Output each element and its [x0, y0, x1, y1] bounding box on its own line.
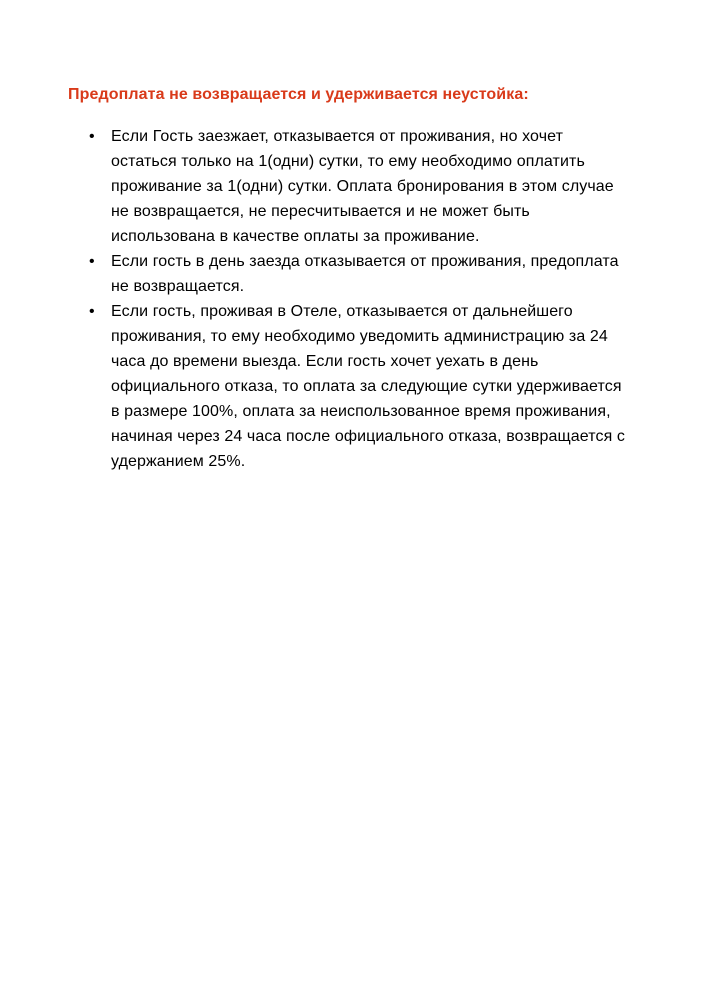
policy-text-line: использована в качестве оплаты за проживание. — [111, 228, 480, 245]
policy-text-line: часа до времени выезда. Если гость хочет уехать в день — [111, 353, 539, 370]
policy-text-line: Если Гость заезжает, отказывается от проживания, но хочет — [111, 128, 564, 145]
policy-text-line: официального отказа, то оплата за следующие сутки удерживается — [111, 378, 622, 395]
bullet-icon: • — [89, 253, 95, 270]
policy-text-line: Если гость, проживая в Отеле, отказывается от дальнейшего — [111, 303, 573, 320]
policy-item — [89, 124, 671, 249]
policy-item — [89, 299, 671, 474]
bullet-icon: • — [89, 128, 95, 145]
policy-text-line: остаться только на 1(одни) сутки, то ему необходимо оплатить — [111, 153, 585, 170]
policy-item — [89, 249, 671, 299]
policy-text-line: не возвращается. — [111, 278, 245, 295]
policy-text-line: Если гость в день заезда отказывается от проживания, предоплата — [111, 253, 619, 270]
policy-text-line: удержанием 25%. — [111, 453, 246, 470]
policy-text-line: проживание за 1(одни) сутки. Оплата бронирования в этом случае — [111, 178, 614, 195]
policy-text-line: не возвращается, не пересчитывается и не может быть — [111, 203, 530, 220]
policy-list — [89, 124, 671, 474]
policy-text-line: в размере 100%, оплата за неиспользованное время проживания, — [111, 403, 611, 420]
policy-text-line: начиная через 24 часа после официального отказа, возвращается с — [111, 428, 625, 445]
section-heading: Предоплата не возвращается и удерживается неустойка: — [68, 86, 529, 103]
policy-text-line: проживания, то ему необходимо уведомить администрацию за 24 — [111, 328, 608, 345]
bullet-icon: • — [89, 303, 95, 320]
